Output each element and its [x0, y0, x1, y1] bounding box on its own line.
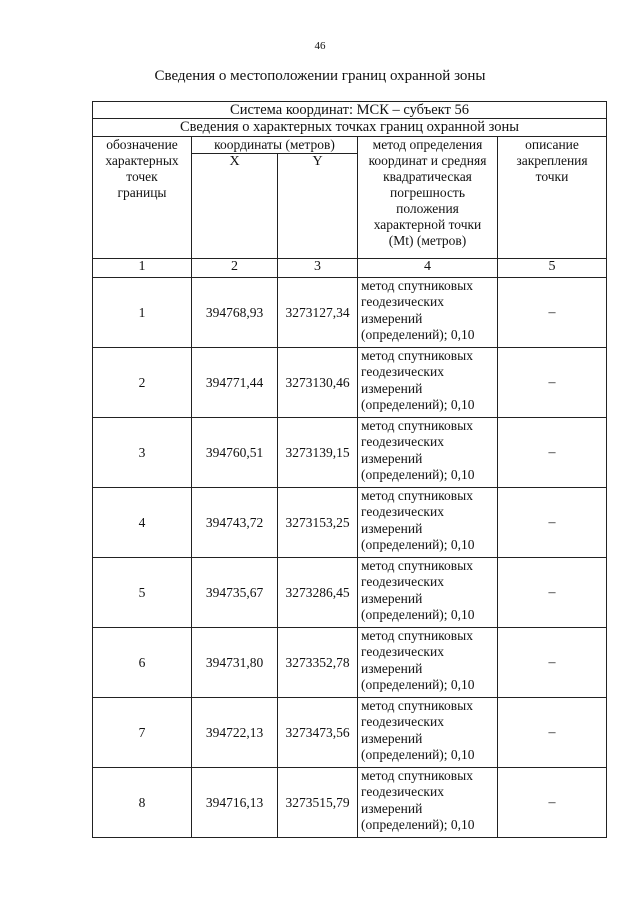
points-info-label: Сведения о характерных точках границ охранной зоны [93, 119, 607, 137]
method-description: метод спутниковых геодезических измерений (определений); 0,10 [358, 348, 498, 418]
fixing-description: – [498, 698, 607, 768]
coordinate-y: 3273127,34 [278, 278, 358, 348]
point-number: 5 [93, 558, 192, 628]
boundary-points-table [92, 101, 607, 838]
header-coordinates: координаты (метров) [192, 137, 358, 154]
coordinate-x: 394731,80 [192, 628, 278, 698]
table-row [93, 348, 607, 418]
fixing-description: – [498, 278, 607, 348]
coordinate-y: 3273473,56 [278, 698, 358, 768]
column-number: 2 [192, 259, 278, 278]
coordinate-x: 394768,93 [192, 278, 278, 348]
header-x: X [192, 154, 278, 259]
coordinate-y: 3273130,46 [278, 348, 358, 418]
header-point-designation: обозначение характерных точек границы [93, 137, 192, 259]
coordinate-x: 394735,67 [192, 558, 278, 628]
coordinate-y: 3273139,15 [278, 418, 358, 488]
point-number: 1 [93, 278, 192, 348]
header-fixing-description: описание закрепления точки [498, 137, 607, 259]
coordinate-y: 3273515,79 [278, 768, 358, 838]
point-number: 7 [93, 698, 192, 768]
table-row [93, 488, 607, 558]
fixing-description: – [498, 418, 607, 488]
point-number: 8 [93, 768, 192, 838]
method-description: метод спутниковых геодезических измерений (определений); 0,10 [358, 278, 498, 348]
column-numbers-row [93, 259, 607, 278]
table-row [93, 698, 607, 768]
method-description: метод спутниковых геодезических измерений (определений); 0,10 [358, 768, 498, 838]
table-row [93, 278, 607, 348]
column-number: 5 [498, 259, 607, 278]
coordinate-x: 394716,13 [192, 768, 278, 838]
method-description: метод спутниковых геодезических измерений (определений); 0,10 [358, 558, 498, 628]
page-number: 46 [314, 40, 326, 52]
column-number: 4 [358, 259, 498, 278]
method-description: метод спутниковых геодезических измерений (определений); 0,10 [358, 698, 498, 768]
fixing-description: – [498, 488, 607, 558]
point-number: 3 [93, 418, 192, 488]
coordinate-x: 394760,51 [192, 418, 278, 488]
coordinate-y: 3273352,78 [278, 628, 358, 698]
fixing-description: – [498, 558, 607, 628]
table-row [93, 558, 607, 628]
point-number: 2 [93, 348, 192, 418]
point-number: 6 [93, 628, 192, 698]
header-y: Y [278, 154, 358, 259]
coordinate-x: 394722,13 [192, 698, 278, 768]
header-method: метод определения координат и средняя квадратическая погрешность положения характерной точки (Mt) (метров) [358, 137, 498, 259]
coordinate-x: 394743,72 [192, 488, 278, 558]
column-number: 1 [93, 259, 192, 278]
fixing-description: – [498, 348, 607, 418]
method-description: метод спутниковых геодезических измерений (определений); 0,10 [358, 628, 498, 698]
table-row [93, 628, 607, 698]
column-number: 3 [278, 259, 358, 278]
method-description: метод спутниковых геодезических измерений (определений); 0,10 [358, 488, 498, 558]
document-title: Сведения о местоположении границ охранной зоны [154, 68, 486, 84]
fixing-description: – [498, 768, 607, 838]
table-row [93, 768, 607, 838]
point-number: 4 [93, 488, 192, 558]
coordinate-x: 394771,44 [192, 348, 278, 418]
coordinate-y: 3273286,45 [278, 558, 358, 628]
fixing-description: – [498, 628, 607, 698]
coordinate-system-label: Система координат: МСК – субъект 56 [93, 102, 607, 119]
coordinate-y: 3273153,25 [278, 488, 358, 558]
table-row [93, 418, 607, 488]
method-description: метод спутниковых геодезических измерений (определений); 0,10 [358, 418, 498, 488]
